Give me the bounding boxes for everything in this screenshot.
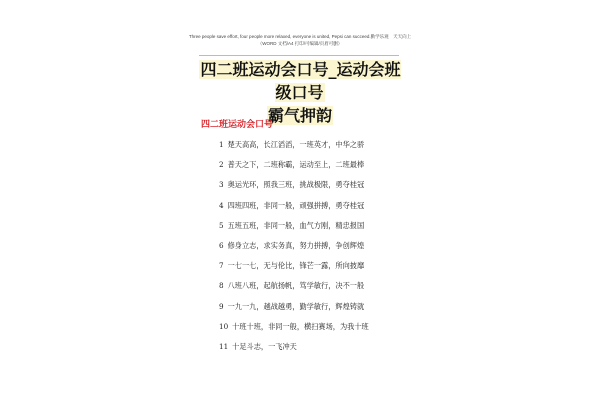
slogan-number: 3 [219,180,224,190]
list-item [219,282,369,302]
slogan-text: 八班八班，起航扬帆，笃学敏行，决不一般 [227,281,365,291]
list-item [219,323,369,343]
slogan-number: 1 [219,140,224,149]
list-item [219,202,369,222]
slogan-number: 6 [219,240,224,250]
slogan-list [219,141,369,363]
list-item [219,303,369,323]
header-divider [199,55,399,56]
slogan-text: 楚天高高，长江滔滔，一班英才，中华之骄 [227,140,365,149]
slogan-number: 7 [219,261,224,271]
slogan-number: 2 [219,160,224,170]
slogan-text: 一九一九，越战越勇，勤学敏行，辉煌铸就 [227,301,365,311]
slogan-text: 奥运光环，照我三班，挑战极限，勇夺桂冠 [227,180,365,190]
title-line-2: 霸气押韵 [267,106,332,125]
slogan-text: 四班四班，非同一般，顽强拼搏，勇夺桂冠 [227,200,365,210]
page-header [160,33,440,47]
title-line-1: 四二班运动会口号_运动会班级口号 [200,60,401,102]
slogan-text: 一七一七，无与伦比，锋芒一露，所向披靡 [227,261,365,271]
slogan-number: 4 [219,200,224,210]
header-note: （WORD 文档/A4 打印/可编辑/页眉可删） [257,41,343,46]
list-item [219,262,369,282]
slogan-text: 五班五班，非同一般，血气方刚，精忠报国 [227,220,365,230]
header-motto: Three people save effort, four people more relaxed, everyone is united, Pepsi can succeed.勤学乐观 天天向上 [188,34,412,39]
list-item [219,242,369,262]
slogan-number: 9 [219,301,224,311]
slogan-text: 修身立志，求实务真，努力拼搏，争创辉煌 [227,240,365,250]
slogan-text: 十班十班，非同一般，横扫赛场，为我十班 [232,321,369,331]
list-item [219,161,369,181]
slogan-text: 普天之下，二班称霸，运动至上，二班最棒 [227,160,365,170]
list-item [219,141,369,161]
list-item [219,343,369,363]
slogan-number: 10 [219,321,229,331]
list-item [219,222,369,242]
document-title [195,58,405,127]
section-heading: 四二班运动会口号 [201,120,274,130]
slogan-number: 5 [219,220,224,230]
slogan-number: 11 [219,341,229,351]
slogan-number: 8 [219,281,224,291]
slogan-text: 十足斗志，一飞冲天 [232,341,297,351]
list-item [219,181,369,201]
